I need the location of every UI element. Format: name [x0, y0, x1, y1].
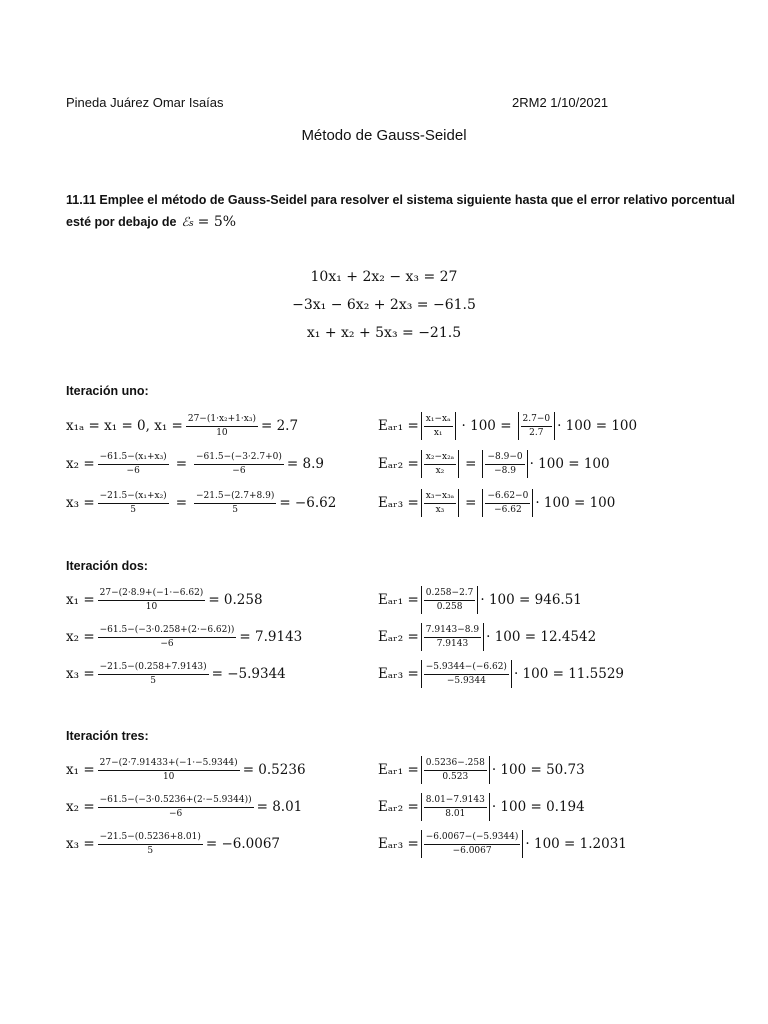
iter1-x1-fraction	[186, 414, 258, 439]
iter3-e2-num: 8.01−7.9143	[424, 795, 487, 808]
iter1-x3-den2: 5	[232, 504, 239, 515]
iter1-e3-equation	[378, 489, 615, 517]
iter1-x1-num: 27−(1·x₂+1·x₃)	[186, 414, 258, 427]
iter2-x3-fraction	[98, 662, 209, 687]
iter2-e2-equation	[378, 623, 596, 651]
iter1-x2-num: −61.5−(x₁+x₃)	[98, 452, 169, 465]
iter2-e2-fraction	[424, 625, 481, 650]
iter2-x3-result: = −5.9344	[211, 666, 286, 682]
iter2-x2-lhs: x₂ =	[66, 629, 95, 645]
iter3-x3-equation	[66, 830, 280, 858]
iter3-e3-den: −6.0067	[452, 845, 492, 856]
group-date: 2RM2 1/10/2021	[512, 95, 609, 110]
iter1-e2-num2: −8.9−0	[485, 452, 524, 465]
iter1-x3-num2: −21.5−(2.7+8.9)	[194, 491, 276, 504]
iter1-e3-fraction-2	[485, 491, 530, 516]
iter3-e2-fraction	[424, 795, 487, 820]
iter3-e2-result: · 100 = 0.194	[491, 799, 585, 815]
iter1-e2-mid: =	[465, 456, 477, 472]
iter2-e1-fraction	[424, 588, 476, 613]
iter3-x2-num: −61.5−(−3·0.5236+(2·−5.9344))	[98, 795, 254, 808]
iter2-x2-num: −61.5−(−3·0.258+(2·−6.62))	[98, 625, 237, 638]
iter3-x2-lhs: x₂ =	[66, 799, 95, 815]
iter2-e3-equation	[378, 660, 624, 688]
document-title: Método de Gauss-Seidel	[301, 127, 467, 144]
iter1-x3-fraction-2	[194, 491, 276, 516]
iter1-x3-fraction	[98, 491, 169, 516]
iter2-e3-result: · 100 = 11.5529	[513, 666, 625, 682]
iter1-e3-result: · 100 = 100	[535, 495, 616, 511]
iter1-e1-den2: 2.7	[529, 427, 544, 438]
iter1-x1-lhs: x₁ₐ = x₁ = 0, x₁ =	[66, 418, 183, 434]
iter3-x3-lhs: x₃ =	[66, 836, 95, 852]
iter3-e3-num: −6.0067−(−5.9344)	[424, 832, 521, 845]
iter2-e1-den: 0.258	[436, 601, 463, 612]
author-name: Pineda Juárez Omar Isaías	[66, 95, 224, 110]
iter2-e3-den: −5.9344	[446, 675, 486, 686]
iter1-e1-num: x₁−xₐ	[424, 414, 453, 427]
iter3-e3-result: · 100 = 1.2031	[525, 836, 627, 852]
iter2-x1-fraction	[98, 588, 206, 613]
iter3-x1-den: 10	[162, 771, 175, 782]
problem-line-2-prefix: esté por debajo de	[66, 215, 177, 229]
iter3-e1-result: · 100 = 50.73	[491, 762, 585, 778]
iter3-x2-den: −6	[168, 808, 183, 819]
iter2-e2-num: 7.9143−8.9	[424, 625, 481, 638]
iter2-x3-num: −21.5−(0.258+7.9143)	[98, 662, 209, 675]
iter1-e3-den: x₃	[435, 504, 445, 515]
threshold-value: = 5%	[197, 214, 237, 230]
iter2-x2-den: −6	[160, 638, 174, 649]
iter2-e3-num: −5.9344−(−6.62)	[424, 662, 509, 675]
system-eq-1: 10x₁ + 2x₂ − x₃ = 27	[310, 269, 458, 285]
iter1-e1-fraction	[424, 414, 453, 439]
iter2-e1-equation	[378, 586, 582, 614]
iter3-x2-equation	[66, 793, 302, 821]
iter3-x1-result: = 0.5236	[242, 762, 306, 778]
iter1-x2-num2: −61.5−(−3·2.7+0)	[194, 452, 284, 465]
iter2-e1-lhs: Eₐᵣ₁ =	[378, 592, 419, 608]
iter3-e1-num: 0.5236−.258	[424, 758, 487, 771]
iter1-e3-num: x₃−x₃ₐ	[424, 491, 456, 504]
iter3-x2-fraction	[98, 795, 254, 820]
iter1-e2-den2: −8.9	[494, 465, 516, 476]
iter3-x2-result: = 8.01	[256, 799, 303, 815]
iter1-e2-den: x₂	[435, 465, 445, 476]
iter1-x3-num: −21.5−(x₁+x₂)	[98, 491, 169, 504]
iter1-x2-equation: x₂ = $\frac{\text{−61.5−(x₁+x₃)}}{-6}$ = $\frac{-61.5-(-3\cdot 2.7+0)}{-6}$ = 8.9	[66, 451, 324, 476]
iter1-e1-lhs: Eₐᵣ₁ =	[378, 418, 419, 434]
iter1-x1-equation	[66, 412, 298, 440]
threshold-symbol: ℰ	[181, 214, 190, 229]
iter3-e2-den: 8.01	[445, 808, 466, 819]
iter1-x3-equation: x₃ = $\frac{\text{−21.5−(x₁+x₂)}}{5}$ = $\frac{-21.5-(2.7+8.9)}{5}$ = −6.62	[66, 490, 337, 515]
iter2-x1-num: 27−(2·8.9+(−1·−6.62)	[98, 588, 206, 601]
iter1-e1-result: · 100 = 100	[557, 418, 638, 434]
iter3-e1-lhs: Eₐᵣ₁ =	[378, 762, 419, 778]
iter1-e3-lhs: Eₐᵣ₃ =	[378, 495, 419, 511]
iter1-e2-fraction-2	[485, 452, 524, 477]
iter1-e2-lhs: Eₐᵣ₂ =	[378, 456, 419, 472]
iter2-x2-result: = 7.9143	[239, 629, 303, 645]
iter3-x3-fraction	[98, 832, 203, 857]
iter3-e2-equation	[378, 793, 585, 821]
iter1-e2-num: x₂−x₂ₐ	[424, 452, 456, 465]
iter1-e2-result: · 100 = 100	[529, 456, 610, 472]
iter3-e3-lhs: Eₐᵣ₃ =	[378, 836, 419, 852]
iter2-x3-equation	[66, 660, 286, 688]
problem-line-2	[66, 214, 236, 230]
iter1-e1-equation	[378, 412, 637, 440]
iter3-e3-fraction	[424, 832, 521, 857]
iter1-x3-den: 5	[130, 504, 137, 515]
threshold-sub: s	[189, 219, 194, 229]
iter2-e1-num: 0.258−2.7	[424, 588, 476, 601]
iter1-e3-num2: −6.62−0	[485, 491, 530, 504]
system-eq-2: −3x₁ − 6x₂ + 2x₃ = −61.5	[292, 297, 476, 313]
problem-line-1: 11.11 Emplee el método de Gauss-Seidel para resolver el sistema siguiente hasta que el error relativo porcentual	[66, 193, 736, 207]
iter1-x1-den: 10	[216, 427, 228, 438]
iter1-x3-lhs: x₃ =	[66, 495, 95, 511]
iter3-x3-num: −21.5−(0.5236+8.01)	[98, 832, 203, 845]
iter1-e1-den: x₁	[433, 427, 443, 438]
iter1-x2-den2: −6	[232, 465, 246, 476]
iter2-x2-fraction	[98, 625, 237, 650]
iter1-x2-fraction	[98, 452, 169, 477]
iter3-e2-lhs: Eₐᵣ₂ =	[378, 799, 419, 815]
iter2-e3-lhs: Eₐᵣ₃ =	[378, 666, 419, 682]
iter2-x1-den: 10	[145, 601, 158, 612]
iter2-e2-lhs: Eₐᵣ₂ =	[378, 629, 419, 645]
iter3-x1-num: 27−(2·7.91433+(−1·−5.9344)	[98, 758, 240, 771]
iter1-e1-fraction-2	[521, 414, 553, 439]
iter3-x3-result: = −6.0067	[205, 836, 281, 852]
iter3-x1-lhs: x₁ =	[66, 762, 95, 778]
iter3-e1-den: 0.523	[442, 771, 469, 782]
iter1-e3-fraction	[424, 491, 456, 516]
iter1-x1-result: = 2.7	[260, 418, 299, 434]
iter1-e2-equation	[378, 450, 610, 478]
iter1-x2-fraction-2	[194, 452, 284, 477]
iteration-3-heading: Iteración tres:	[66, 729, 149, 743]
iter1-x2-den: −6	[126, 465, 140, 476]
iter3-x3-den: 5	[147, 845, 154, 856]
iter3-e3-equation	[378, 830, 627, 858]
system-eq-3: x₁ + x₂ + 5x₃ = −21.5	[306, 325, 462, 341]
iter2-e2-den: 7.9143	[436, 638, 469, 649]
iter3-x1-equation	[66, 756, 306, 784]
iter1-e2-fraction	[424, 452, 456, 477]
iter1-x2-result: = 8.9	[286, 456, 324, 472]
iter1-e3-den2: −6.62	[494, 504, 522, 515]
iter1-e3-mid: =	[465, 495, 477, 511]
iter1-e1-mid: · 100 =	[461, 418, 512, 434]
iter2-x3-den: 5	[150, 675, 156, 686]
iter2-x3-lhs: x₃ =	[66, 666, 95, 682]
iter2-x1-result: = 0.258	[208, 592, 263, 608]
iter2-e2-result: · 100 = 12.4542	[486, 629, 597, 645]
iter2-e1-result: · 100 = 946.51	[480, 592, 582, 608]
iteration-1-heading: Iteración uno:	[66, 384, 149, 398]
iteration-2-heading: Iteración dos:	[66, 559, 148, 573]
iter2-x1-lhs: x₁ =	[66, 592, 95, 608]
iter2-x1-equation	[66, 586, 263, 614]
iter1-x2-lhs: x₂ =	[66, 456, 95, 472]
iter2-x2-equation	[66, 623, 302, 651]
iter2-e3-fraction	[424, 662, 509, 687]
iter1-x3-result: = −6.62	[279, 495, 337, 511]
iter3-e1-equation	[378, 756, 585, 784]
iter1-e1-num2: 2.7−0	[521, 414, 553, 427]
iter3-x1-fraction	[98, 758, 240, 783]
iter3-e1-fraction	[424, 758, 487, 783]
